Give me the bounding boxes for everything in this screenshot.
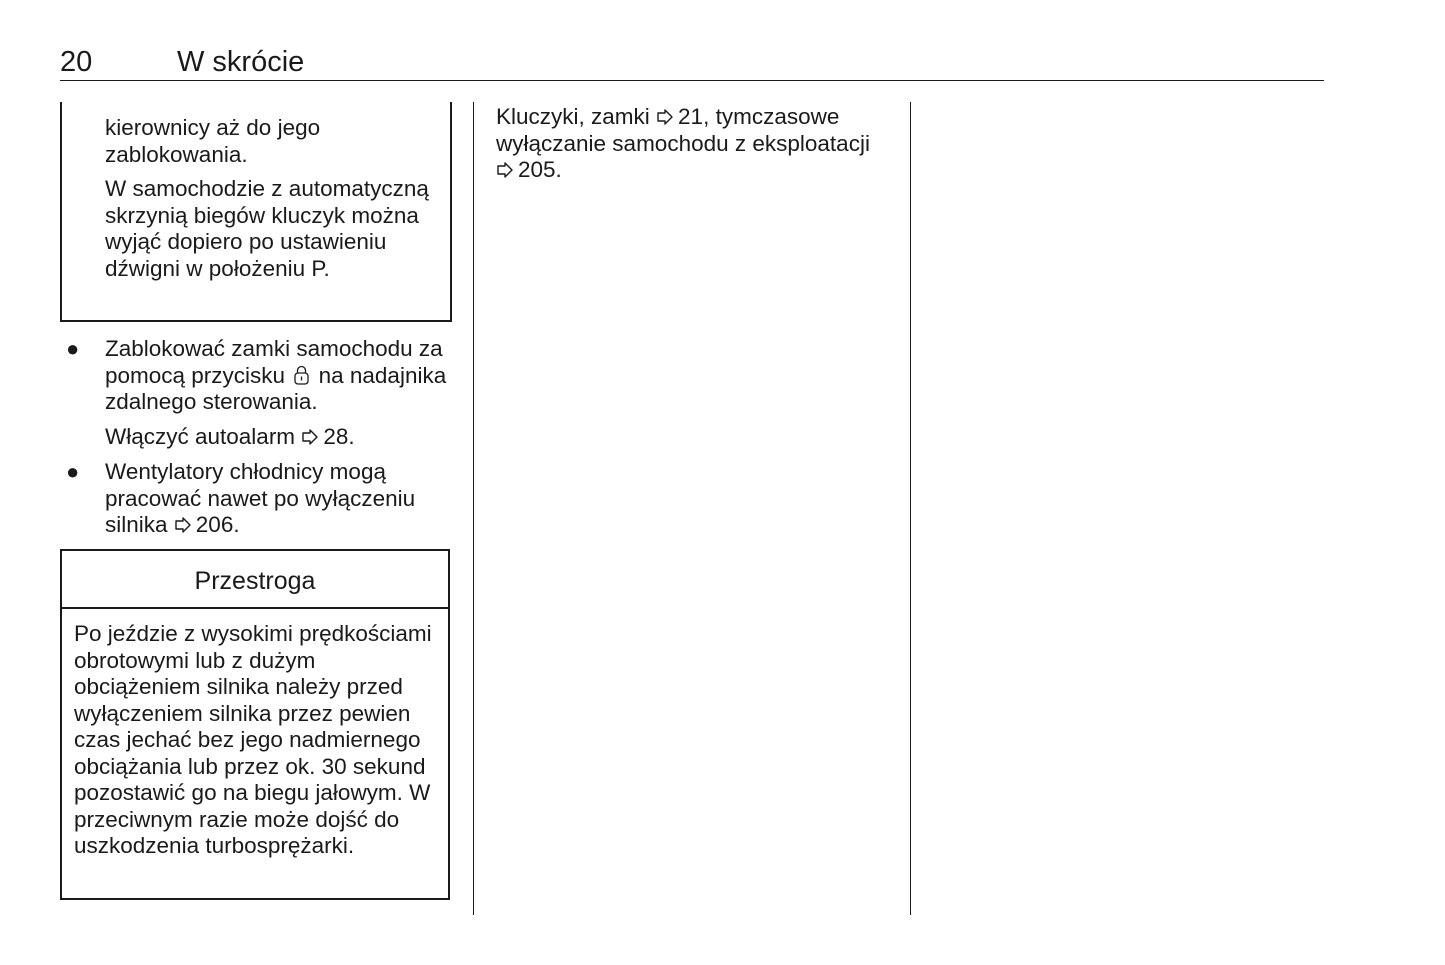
note-paragraph-2-end: . [323, 255, 330, 281]
bullet-item-fans [105, 459, 450, 539]
keys-locks-text: Kluczyki, zamki [496, 104, 650, 129]
lock-icon [293, 365, 310, 385]
arrow-right-outline-icon [496, 162, 514, 178]
fans-page-ref[interactable]: 206. [195, 512, 240, 537]
bullet-marker: ● [66, 336, 80, 361]
warning-body: Po jeździe z wysokimi prędkościami obrotowymi lub z dużym obciążeniem silnika należy przed wyłączeniem silnika przez pewien czas jechać bez jego nadmiernego obciążania lub przez ok. 30 sekund pozostawić go na biegu jałowym. W przeciwnym razie może dojść do uszkodzenia turbosprężarki. [74, 621, 432, 858]
bullet-item-lock [105, 336, 450, 416]
page-number: 20 [60, 46, 93, 78]
column-divider-1 [473, 102, 474, 915]
autoalarm-page-ref[interactable]: 28. [323, 424, 355, 449]
note-paragraph-1: kierownicy aż do jego zablokowania. [105, 115, 321, 167]
arrow-right-outline-icon [174, 517, 192, 533]
header-divider [60, 80, 1324, 81]
arrow-right-outline-icon [656, 109, 674, 125]
autoalarm-line [105, 424, 450, 451]
warning-box [60, 549, 450, 900]
note-paragraph-2-text: W samochodzie z automatyczną skrzynią biegów kluczyk można wyjąć dopiero po ustawieniu dźwigni w położeniu [105, 176, 429, 281]
keys-locks-paragraph [496, 104, 896, 184]
decommission-page-ref[interactable]: 205. [518, 157, 562, 182]
warning-title: Przestroga [62, 551, 448, 609]
arrow-right-outline-icon [301, 429, 319, 445]
bullet-item-lock-text-2: na nadajnika zdalnego sterowania. [105, 362, 447, 414]
bullet-marker: ● [66, 459, 80, 484]
page-title: W skrócie [177, 46, 305, 78]
keys-locks-page-ref[interactable]: 21, tymczasowe wyłączanie samochodu z eksploatacji [496, 104, 870, 156]
bullet-item-lock-text: Zablokować zamki samochodu za pomocą przycisku [105, 336, 443, 388]
autoalarm-text: Włączyć autoalarm [105, 424, 296, 449]
gear-position-label: P [311, 255, 324, 281]
note-paragraph-2 [105, 176, 445, 282]
column-divider-2 [910, 102, 911, 915]
bullet-item-fans-text: Wentylatory chłodnicy mogą pracować nawet po wyłączeniu silnika [105, 459, 416, 537]
